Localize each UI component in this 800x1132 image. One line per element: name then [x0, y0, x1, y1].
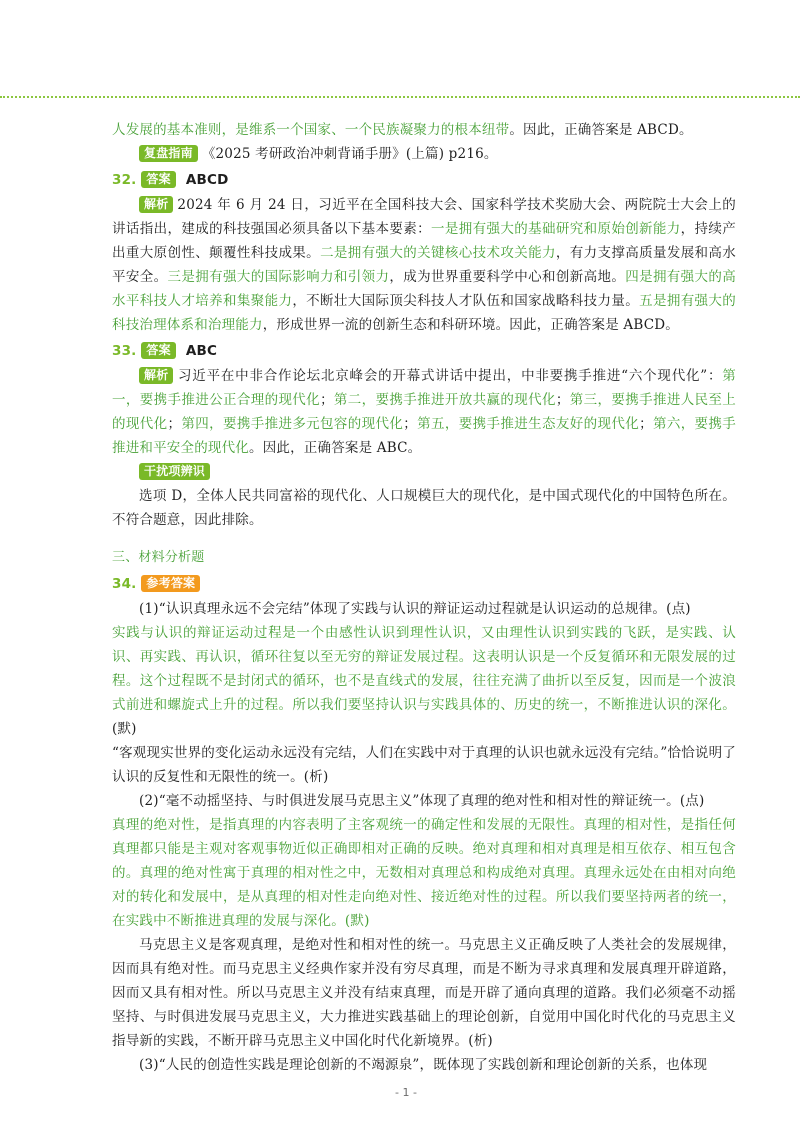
review-guide-tag: 复盘指南: [139, 145, 198, 162]
q34-header: 34. 参考答案: [112, 572, 736, 597]
q33-answer: ABC: [185, 343, 218, 359]
q33-analysis: 解析 习近平在中非合作论坛北京峰会的开幕式讲话中提出，中非要携手推进“六个现代化”：第一，要携手推进公正合理的现代化；第二，要携手推进开放共赢的现代化；第三，要携手推进人民至上的现代化；第四，要携手推进多元包容的现代化；第五，要携手推进生态友好的现代化；第六，要携手推进和平安全的现代化。因此，正确答案是 ABC。: [112, 368, 737, 456]
distractor-tag: 干扰项辨识: [139, 463, 210, 480]
analysis-tag: 解析: [139, 367, 173, 384]
q32-header: 32. 答案 ABCD: [112, 172, 229, 188]
q32-answer: ABCD: [185, 172, 229, 188]
review-guide: 复盘指南 《2025 考研政治冲刺背诵手册》(上篇) p216。: [112, 142, 736, 166]
distractor-header: [112, 460, 736, 484]
q34-part3: (3)“人民的创造性实践是理论创新的不竭源泉”，既体现了实践创新和理论创新的关系，也体现: [139, 1057, 708, 1073]
distractor-text: 选项 D，全体人民共同富裕的现代化、人口规模巨大的现代化，是中国式现代化的中国特色所在。不符合题意，因此排除。: [112, 488, 736, 528]
answer-tag: 答案: [141, 171, 175, 188]
q32-analysis: 解析 2024 年 6 月 24 日，习近平在全国科技大会、国家科学技术奖励大会、两院院士大会上的讲话指出，建成的科技强国必须具备以下基本要素：一是拥有强大的基础研究和原始创新能力，持续产出重大原创性、颠覆性科技成果。二是拥有强大的关键核心技术攻关能力，有力支撑高质量发展和高水平安全。三是拥有强大的国际影响力和引领力，成为世界重要科学中心和创新高地。四是拥有强大的高水平科技人才培养和集聚能力，不断壮大国际顶尖科技人才队伍和国家战略科技力量。五是拥有强大的科技治理体系和治理能力，形成世界一流的创新生态和科研环境。因此，正确答案是 ABCD。: [112, 197, 737, 333]
answer-tag: 答案: [141, 342, 175, 359]
q31-tail: 人发展的基本准则，是维系一个国家、一个民族凝聚力的根本纽带。因此，正确答案是 ABCD。: [112, 122, 693, 138]
section-title: 三、材料分析题: [112, 550, 205, 565]
top-dotted-rule: [0, 96, 800, 98]
q34-part2-analysis: 马克思主义是客观真理，是绝对性和相对性的统一。马克思主义正确反映了人类社会的发展规律，因而具有绝对性。而马克思主义经典作家并没有穷尽真理，而是不断为寻求真理和发展真理开辟道路，因而又具有相对性。所以马克思主义并没有结束真理，而是开辟了通向真理的道路。我们必须毫不动摇坚持、与时俱进发展马克思主义，大力推进实践基础上的理论创新，自觉用中国化时代化的马克思主义指导新的实践，不断开辟马克思主义中国化时代化新境界。(析): [112, 937, 736, 1049]
q34-part2: (2)“毫不动摇坚持、与时俱进发展马克思主义”体现了真理的绝对性和相对性的辩证统一。(点) 真理的绝对性，是指真理的内容表明了主客观统一的确定性和发展的无限性。真理的相对性，是指任何真理都只能是主观对客观事物近似正确即相对正确的反映。绝对真理和相对真理是相互依存、相互包含的。真理的绝对性寓于真理的相对性之中，无数相对真理总和构成绝对真理。真理永远处在由相对向绝对的转化和发展中，是从真理的相对性走向绝对性、接近绝对性的过程。所以我们要坚持两者的统一，在实践中不断推进真理的发展与深化。(默): [112, 793, 736, 929]
q33-header: 33. 答案 ABC: [112, 343, 218, 359]
analysis-tag: 解析: [139, 196, 173, 213]
q34-part1: (1)“认识真理永远不会完结”体现了实践与认识的辩证运动过程就是认识运动的总规律。(点) 实践与认识的辩证运动过程是一个由感性认识到理性认识，又由理性认识到实践的飞跃，是实践、认识、再实践、再认识，循环往复以至无穷的辩证发展过程。这表明认识是一个反复循环和无限发展的过程。这个过程既不是封闭式的循环，也不是直线式的发展，往往充满了曲折以至反复，因而是一个波浪式前进和螺旋式上升的过程。所以我们要坚持认识与实践具体的、历史的统一，不断推进认识的深化。(默) “客观现实世界的变化运动永远没有完结，人们在实践中对于真理的认识也就永远没有完结。”恰恰说明了认识的反复性和无限性的统一。(析): [112, 601, 736, 785]
answer-content: [112, 118, 736, 1077]
page-number: - 1 -: [395, 1086, 417, 1099]
reference-answer-tag: 参考答案: [141, 575, 200, 592]
